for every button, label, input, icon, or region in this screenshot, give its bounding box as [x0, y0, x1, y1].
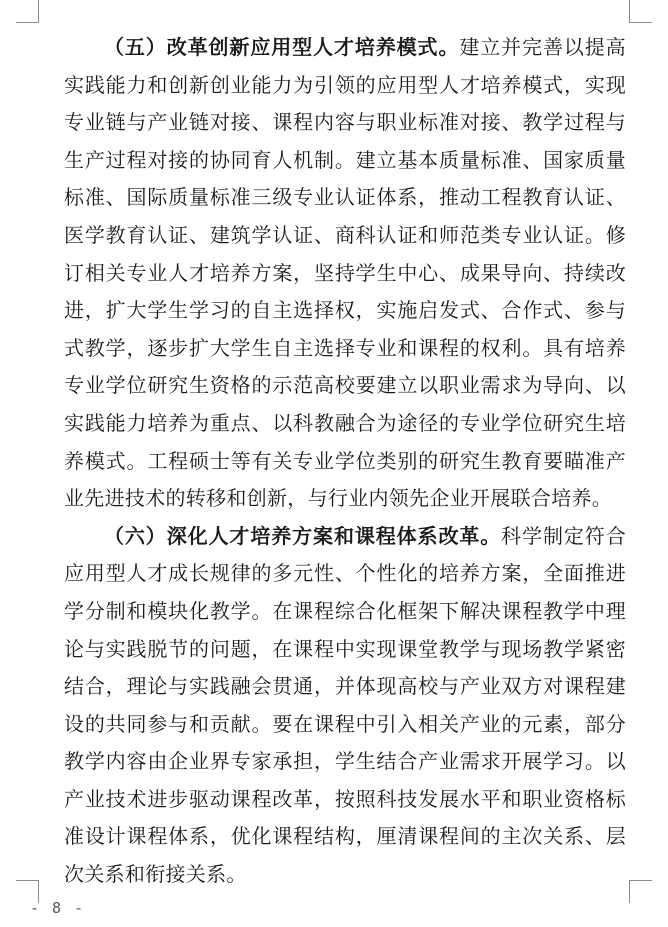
paragraph-5 — [64, 29, 626, 518]
paragraph-6-text: 科学制定符合应用型人才成长规律的多元性、个性化的培养方案，全面推进学分制和模块化教学。在课程综合化框架下解决课程教学中理论与实践脱节的问题，在课程中实现课堂教学与现场教学紧密结合，理论与实践融会贯通，并体现高校与产业双方对课程建设的共同参与和贡献。要在课程中引入相关产业的元素，部分教学内容由企业界专家承担，学生结合产业需求开展学习。以产业技术进步驱动课程改革，按照科技发展水平和职业资格标准设计课程体系，优化课程结构，厘清课程间的主次关系、层次关系和衔接关系。 — [64, 523, 626, 887]
crop-mark-bottom-right — [629, 880, 652, 903]
paragraph-6 — [64, 518, 626, 894]
paragraph-5-heading: （五）改革创新应用型人才培养模式。 — [104, 35, 460, 59]
crop-mark-top-right — [629, 0, 652, 23]
crop-mark-top-left — [16, 0, 39, 23]
paragraph-5-text: 建立并完善以提高实践能力和创新创业能力为引领的应用型人才培养模式，实现专业链与产业链对接、课程内容与职业标准对接、教学过程与生产过程对接的协同育人机制。建立基本质量标准、国家质量标准、国际质量标准三级专业认证体系，推动工程教育认证、医学教育认证、建筑学认证、商科认证和师范类专业认证。修订相关专业人才培养方案，坚持学生中心、成果导向、持续改进，扩大学生学习的自主选择权，实施启发式、合作式、参与式教学，逐步扩大学生自主选择专业和课程的权利。具有培养专业学位研究生资格的示范高校要建立以职业需求为导向、以实践能力培养为重点、以科教融合为途径的专业学位研究生培养模式。工程硕士等有关专业学位类别的研究生教育要瞄准产业先进技术的转移和创新，与行业内领先企业开展联合培养。 — [64, 35, 626, 511]
document-body — [64, 29, 626, 894]
paragraph-6-heading: （六）深化人才培养方案和课程体系改革。 — [104, 523, 502, 548]
page-number: - 8 - — [30, 899, 86, 917]
